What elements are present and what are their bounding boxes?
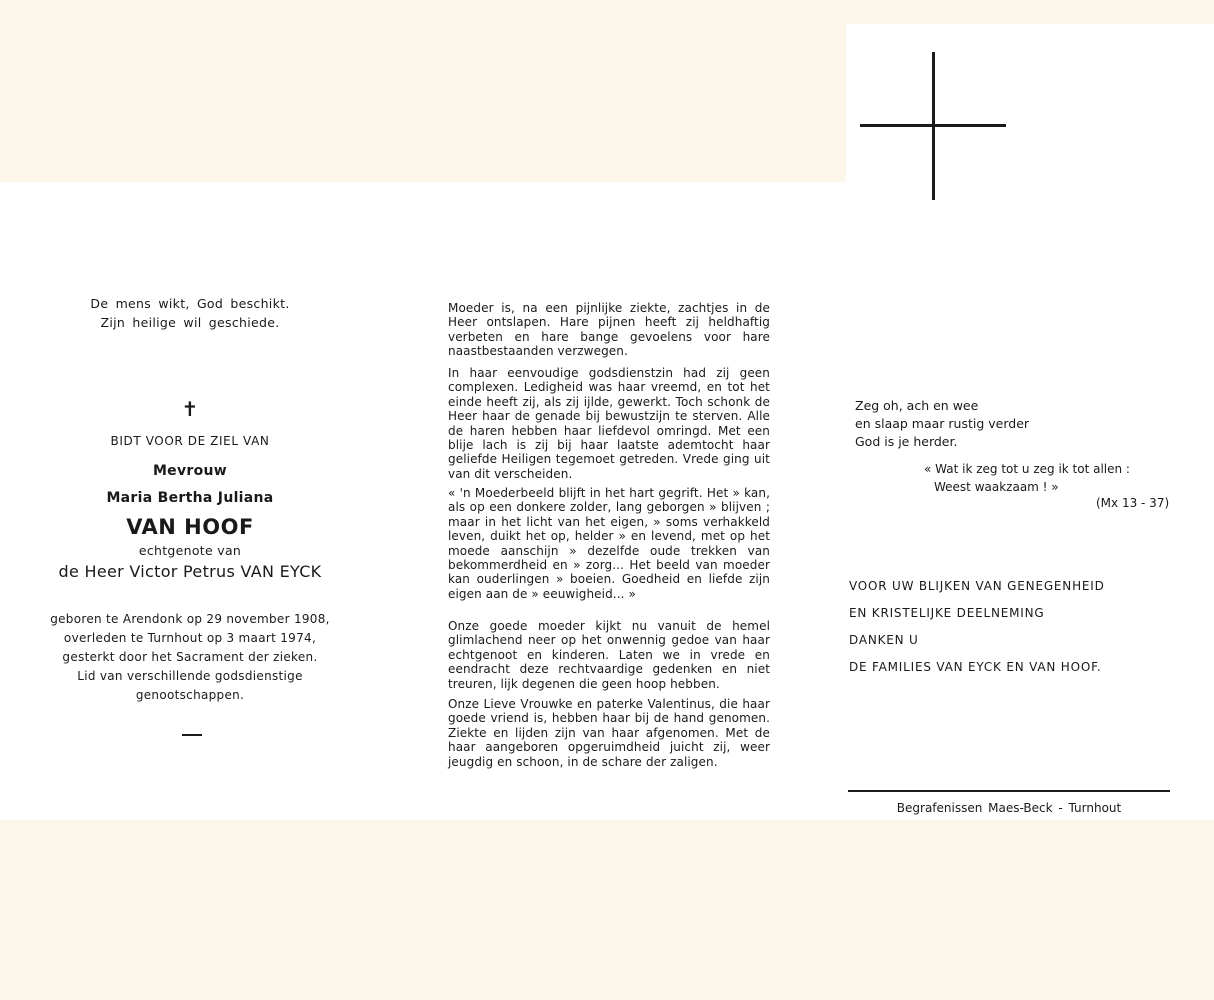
motto-line-2: Zijn heilige wil geschiede.	[100, 315, 280, 330]
poem-line-1: Zeg oh, ach en wee	[855, 398, 979, 413]
bio-death: overleden te Turnhout op 3 maart 1974,	[63, 631, 317, 645]
scripture-reference: (Mx 13 - 37)	[1096, 496, 1170, 510]
thanks-line-1: VOOR UW BLIJKEN VAN GENEGENHEID	[849, 579, 1105, 593]
divider-dash	[182, 734, 202, 736]
deceased-given-names: Maria Bertha Juliana	[106, 490, 274, 506]
thanks-line-4: DE FAMILIES VAN EYCK EN VAN HOOF.	[849, 660, 1102, 674]
dagger-icon: ✝	[181, 397, 199, 421]
bio-birth: geboren te Arendonk op 29 november 1908,	[50, 612, 330, 626]
quote-line-1: « Wat ik zeg tot u zeg ik tot allen :	[924, 462, 1130, 476]
quote-line-2: Weest waakzaam ! »	[934, 480, 1059, 494]
undertaker-credit: Begrafenissen Maes-Beck - Turnhout	[896, 801, 1122, 815]
pray-heading: BIDT VOOR DE ZIEL VAN	[110, 434, 270, 448]
paragraph-1: Moeder is, na een pijnlijke ziekte, zachtjes in de Heer ontslapen. Hare pijnen heeft zij heldhaftig verbeten en hare bange gevoelens voor hare naastbestaanden verzwegen.	[448, 301, 770, 359]
bio-sacrament: gesterkt door het Sacrament der zieken.	[62, 650, 318, 664]
footer-rule	[848, 790, 1170, 792]
paragraph-4: Onze goede moeder kijkt nu vanuit de hemel glimlachend neer op het onwennig gedoe van haar echtgenoot en kinderen. Laten we in vrede en eendracht deze rechtvaardige gedenken en niet treuren, lijk degenen die geen hoop hebben.	[448, 619, 770, 691]
motto	[38, 294, 342, 332]
deceased-surname: VAN HOOF	[126, 515, 254, 539]
spouse-label: echtgenote van	[138, 543, 242, 558]
thanks-block	[849, 573, 1105, 681]
paragraph-5: Onze Lieve Vrouwke en paterke Valentinus, die haar goede vriend is, hebben haar bij de hand genomen. Ziekte en lijden zijn van haar afgenomen. Met de haar aangeboren opgeruimdheid juicht zij, weer jeugdig en schoon, in de schare der zaligen.	[448, 697, 770, 769]
poem-line-2: en slaap maar rustig verder	[855, 416, 1030, 431]
thanks-line-3: DANKEN U	[849, 633, 919, 647]
motto-line-1: De mens wikt, God beschikt.	[90, 296, 290, 311]
biography	[38, 610, 342, 705]
cross-icon-horizontal	[860, 124, 1006, 127]
deceased-title: Mevrouw	[152, 463, 228, 479]
poem-line-3: God is je herder.	[855, 434, 958, 449]
paragraph-3-quote: « 'n Moederbeeld blijft in het hart gegrift. Het » kan, als op een donkere zolder, lang geborgen » blijven ; maar in het licht van het eigen, » soms verhakkeld leven, duikt het op, helder » en levend, met op het moede aanschijn » dezelfde oude trekken van bekommerdheid en » zorg... Het beeld van moeder kan ouderlingen » boeien. Goedheid en liefde zijn eigen aan de » eeuwigheid... »	[448, 486, 770, 601]
paragraph-2: In haar eenvoudige godsdienstzin had zij geen complexen. Ledigheid was haar vreemd, en tot het einde heeft zij, als zij ijlde, gewerkt. Toch schonk de Heer haar de genade bij bewustzijn te sterven. Alle de haren hebben haar liefdevol omringd. Met een blije lach is zij bij haar laatste ademtocht haar geliefde Heiligen tegemoet getreden. Vrede ging uit van dit verscheiden.	[448, 366, 770, 481]
bio-member: Lid van verschillende godsdienstige	[77, 669, 303, 683]
scripture-quote	[924, 460, 1174, 496]
bio-societies: genootschappen.	[135, 688, 245, 702]
spouse-name: de Heer Victor Petrus VAN EYCK	[58, 562, 322, 581]
poem	[855, 397, 1029, 451]
thanks-line-2: EN KRISTELIJKE DEELNEMING	[849, 606, 1045, 620]
